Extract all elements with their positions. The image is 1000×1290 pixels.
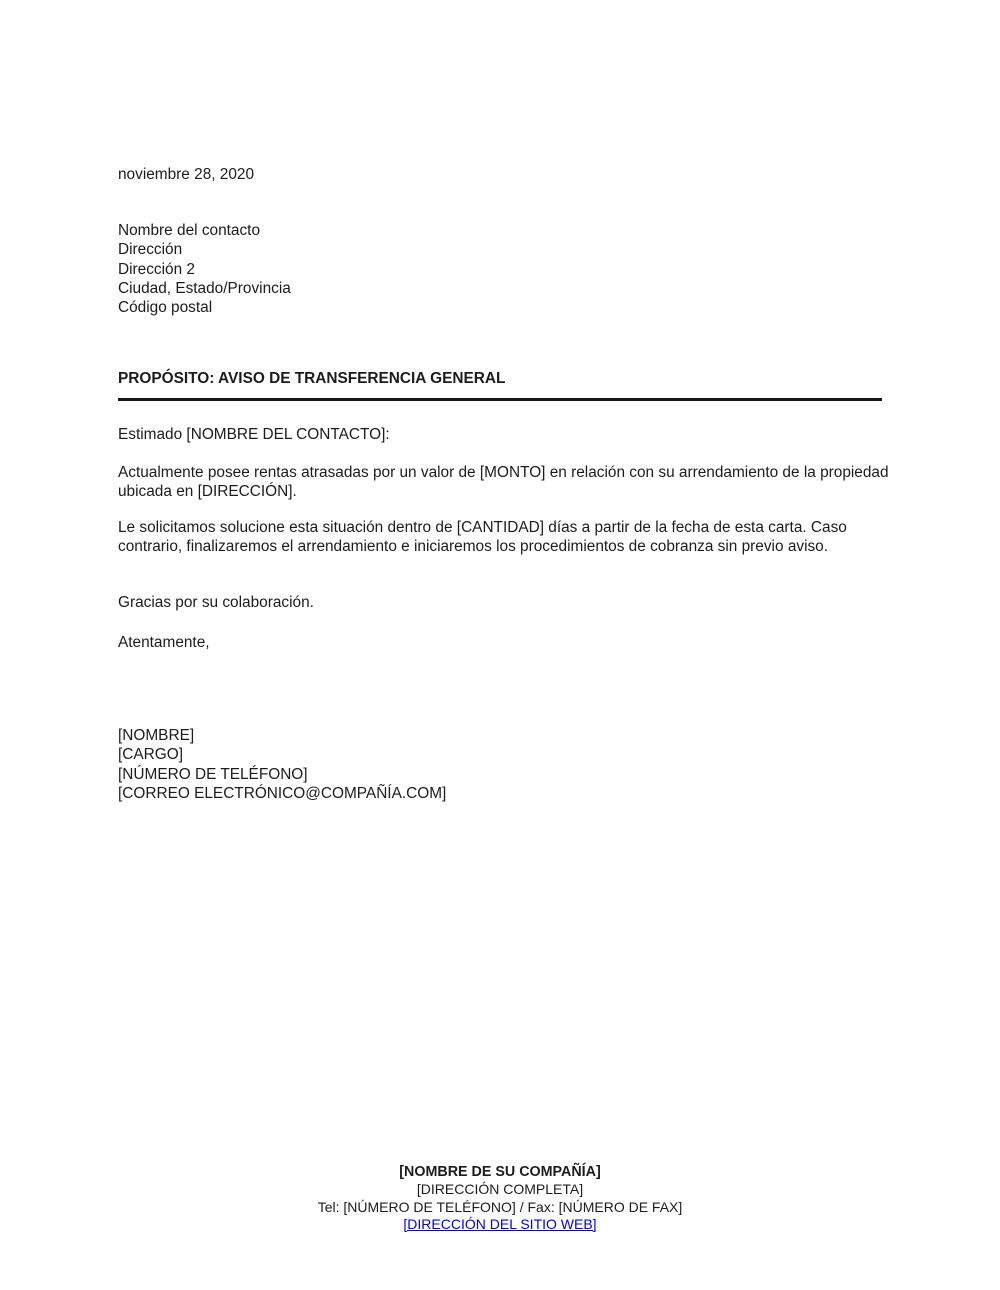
body-paragraph-1: Actualmente posee rentas atrasadas por un valor de [MONTO] en relación con su arrendamiento de la propiedad ubicada en [DIRECCIÓN]. (118, 464, 889, 501)
recipient-city-state: Ciudad, Estado/Provincia (118, 279, 291, 297)
footer-website-link[interactable]: [DIRECCIÓN DEL SITIO WEB] (403, 1215, 597, 1232)
letter-footer (0, 1164, 1000, 1233)
footer-company-name: [NOMBRE DE SU COMPAÑÍA] (399, 1164, 601, 1180)
signature-phone: [NÚMERO DE TELÉFONO] (118, 765, 308, 783)
thanks-line: Gracias por su colaboración. (118, 594, 314, 611)
salutation: Estimado [NOMBRE DEL CONTACTO]: (118, 426, 390, 443)
recipient-postal-code: Código postal (118, 299, 213, 317)
signature-block (118, 726, 446, 803)
recipient-address-line1: Dirección (118, 241, 183, 259)
letter-date: noviembre 28, 2020 (118, 166, 255, 183)
footer-address: [DIRECCIÓN COMPLETA] (416, 1181, 584, 1198)
signature-email: [CORREO ELECTRÓNICO@COMPAÑÍA.COM] (118, 784, 447, 802)
recipient-address-line2: Dirección 2 (118, 260, 195, 278)
recipient-block (118, 221, 291, 317)
subject-line: PROPÓSITO: AVISO DE TRANSFERENCIA GENERAL (118, 370, 506, 387)
signature-name: [NOMBRE] (118, 727, 195, 744)
signature-title: [CARGO] (118, 746, 183, 764)
recipient-name: Nombre del contacto (118, 222, 261, 239)
heading-rule (118, 398, 882, 401)
footer-phone-fax: Tel: [NÚMERO DE TELÉFONO] / Fax: [NÚMERO DE FAX] (317, 1198, 683, 1215)
closing-line: Atentamente, (118, 634, 210, 651)
body-paragraph-2: Le solicitamos solucione esta situación dentro de [CANTIDAD] días a partir de la fecha de esta carta. Caso contrario, finalizaremos el arrendamiento e iniciaremos los procedimientos de cobranza sin previo aviso. (118, 519, 847, 556)
